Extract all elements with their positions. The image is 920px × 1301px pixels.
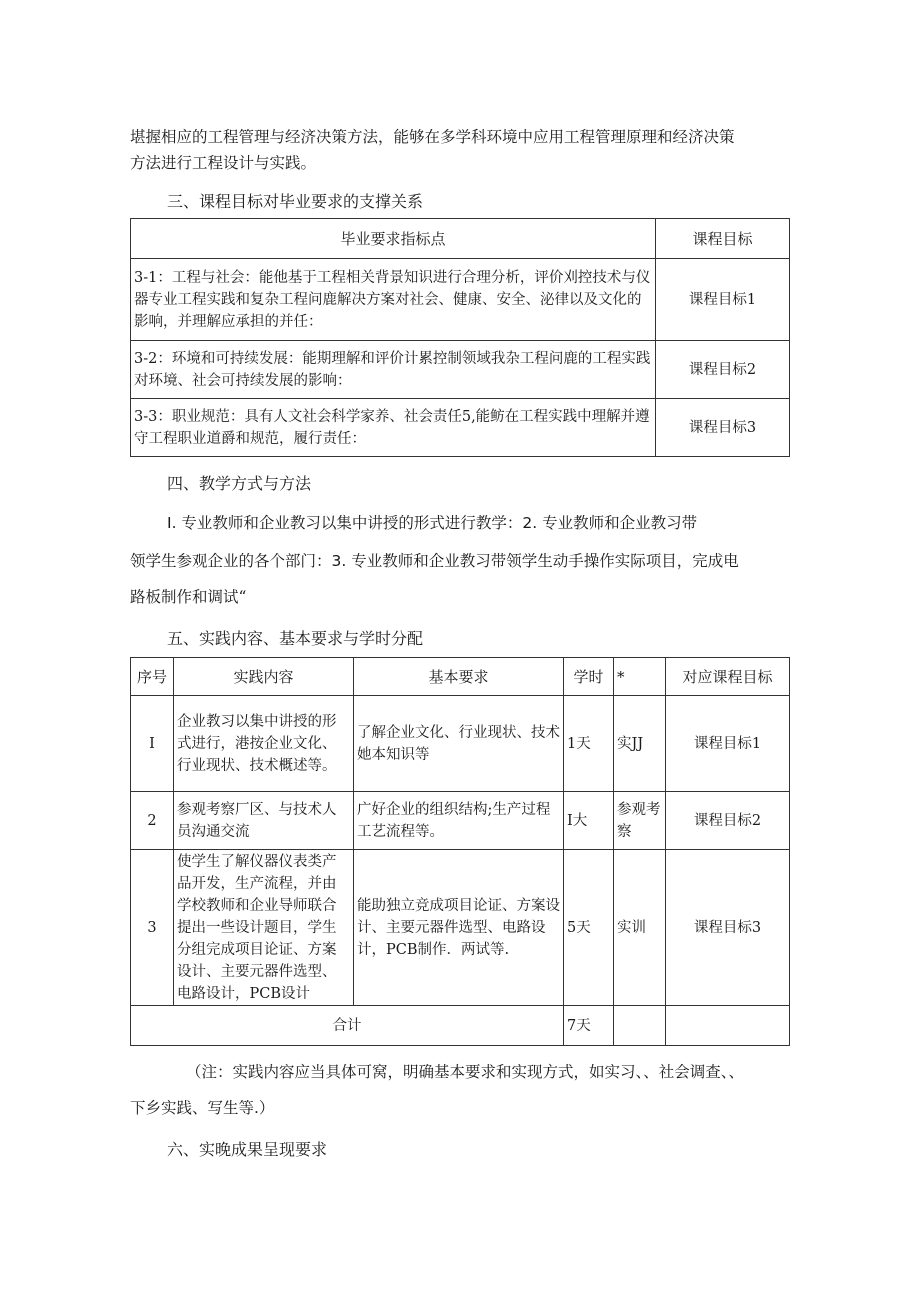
row-course-goal: 课程目标2 bbox=[666, 792, 790, 850]
row-hours: I大 bbox=[564, 792, 614, 850]
header-no: 序号 bbox=[131, 658, 174, 696]
header-course-goal: 课程目标 bbox=[656, 219, 790, 259]
row-type: 实训 bbox=[614, 850, 666, 1006]
total-row bbox=[131, 1006, 790, 1046]
indicator-text: 3-3：职业规范：具有人文社会科学家养、社会责任5,能鲂在工程实践中理解并遵守工程职业道爵和规范，履行责任： bbox=[131, 399, 656, 457]
table-row bbox=[131, 696, 790, 792]
row-type: 实JJ bbox=[614, 696, 666, 792]
table-row bbox=[131, 399, 790, 457]
table-row bbox=[131, 850, 790, 1006]
note-line-2: 下乡实践、写生等.） bbox=[130, 1099, 275, 1117]
table-row bbox=[131, 792, 790, 850]
section6-heading: 六、实晚成果呈现要求 bbox=[167, 1140, 328, 1159]
course-goal: 课程目标1 bbox=[656, 259, 790, 341]
row-requirement: 广好企业的组织结构;生产过程工艺流程等。 bbox=[354, 792, 564, 850]
indicator-text: 3-2：环境和可持续发展：能期理解和评价计累控制领域我杂工程问鹿的工程实践对环境、社会可持续发展的影响： bbox=[131, 341, 656, 399]
intro-line-2: 方法进行工程设计与实践。 bbox=[130, 154, 317, 172]
row-type: 参观考察 bbox=[614, 792, 666, 850]
section4-line-2: 领学生参观企业的各个部门：3. 专业教师和企业教习带领学生动手操作实际项目，完成电 bbox=[130, 552, 739, 570]
indicator-text: 3-1：工程与社会：能他基于工程相关背景知识进行合理分析，评价刈控技术与仪器专业工程实践和复杂工程问鹿解决方案对社会、健康、安全、泌律以及文化的影响，并理解应承担的并任： bbox=[131, 259, 656, 341]
total-hours: 7天 bbox=[564, 1006, 614, 1046]
total-goal-empty bbox=[666, 1006, 790, 1046]
table-row bbox=[131, 259, 790, 341]
row-requirement: 能助独立竞成项目论证、方案设计、主要元器件选型、电路设计，PCB制作．两试等. bbox=[354, 850, 564, 1006]
row-hours: 1天 bbox=[564, 696, 614, 792]
row-content: 企业教习以集中讲授的形式进行，港按企业文化、行业现状、技术概述等。 bbox=[174, 696, 354, 792]
practice-table-header bbox=[131, 658, 790, 696]
row-hours: 5天 bbox=[564, 850, 614, 1006]
practice-table bbox=[130, 657, 790, 1046]
row-course-goal: 课程目标3 bbox=[666, 850, 790, 1006]
row-content: 参观考察厂区、与技术人员沟通交流 bbox=[174, 792, 354, 850]
row-no: I bbox=[131, 696, 174, 792]
header-requirement: 基本要求 bbox=[354, 658, 564, 696]
row-course-goal: 课程目标1 bbox=[666, 696, 790, 792]
row-no: 3 bbox=[131, 850, 174, 1006]
table-row bbox=[131, 341, 790, 399]
header-course-goal: 对应课程目标 bbox=[666, 658, 790, 696]
note-line-1: （注：实践内容应当具体可窝，明确基本要求和实现方式，如实习、、社会调查、、 bbox=[186, 1063, 745, 1081]
support-table-header bbox=[131, 219, 790, 259]
intro-line-1: 堪握相应的工程管理与经济决策方法，能够在多学科环境中应用工程管理原理和经济决策 bbox=[130, 128, 735, 146]
row-content: 使学生了解仪器仪表类产品开发，生产流程，并由学校教师和企业导师联合提出一些设计题目，学生分组完成项目论证、方案设计、主要元器件选型、电路设计，PCB设计 bbox=[174, 850, 354, 1006]
section3-heading: 三、课程目标对毕业要求的支撑关系 bbox=[167, 192, 424, 211]
course-goal: 课程目标2 bbox=[656, 341, 790, 399]
header-content: 实践内容 bbox=[174, 658, 354, 696]
section4-line-3: 路板制作和调试“ bbox=[130, 588, 247, 606]
header-hours: 学时 bbox=[564, 658, 614, 696]
total-label: 合计 bbox=[131, 1006, 564, 1046]
header-type: * bbox=[614, 658, 666, 696]
row-requirement: 了解企业文化、行业现状、技术她本知识等 bbox=[354, 696, 564, 792]
row-no: 2 bbox=[131, 792, 174, 850]
section5-heading: 五、实践内容、基本要求与学时分配 bbox=[167, 629, 424, 648]
section4-line-1: I. 专业教师和企业教习以集中讲授的形式进行教学：2. 专业教师和企业教习带 bbox=[167, 514, 698, 532]
header-indicator: 毕业要求指标点 bbox=[131, 219, 656, 259]
course-goal: 课程目标3 bbox=[656, 399, 790, 457]
support-table bbox=[130, 218, 790, 457]
total-type-empty bbox=[614, 1006, 666, 1046]
section4-heading: 四、教学方式与方法 bbox=[167, 474, 312, 493]
